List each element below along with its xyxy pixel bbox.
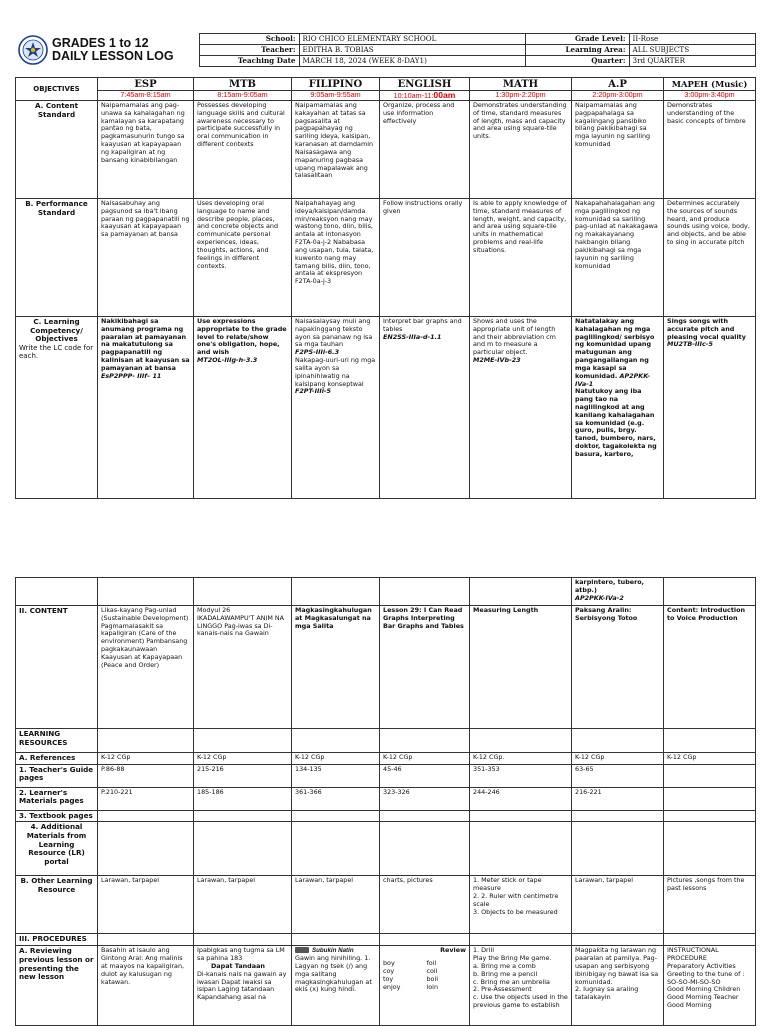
col-esp: ESP (98, 78, 194, 91)
cont-empty-fil (292, 578, 380, 606)
area-value: ALL SUBJECTS (629, 45, 755, 56)
content2-ap: Paksang Aralin: Serbisyong Totoo (572, 606, 664, 729)
competency-ap-text-2: Natutukoy ang iba pang tao na naglilingkod at ang kanilang kahalagahan sa komunidad (e.g. guro, pulis, brgy. tanod, bumbero, nars, doktor, tagakolekta ng basura, kartero, (575, 387, 657, 458)
competency-mapeh (664, 317, 756, 499)
content2-filipino: Magkasingkahulugan at Magkasalungat na mga Salita (292, 606, 380, 729)
competency-math-text: Shows and uses the appropriate unit of length and their abbreviation cm and m to measure a particular object. (473, 317, 556, 357)
cont-empty-label (16, 578, 98, 606)
content2-mapeh: Content: Introduction to Voice Production (664, 606, 756, 729)
review-mtb-2: Dapat Tandaan (211, 961, 265, 970)
content2-math: Measuring Length (470, 606, 572, 729)
objectives-header: OBJECTIVES (16, 78, 98, 101)
performance-math: Is able to apply knowledge of time, standard measures of length, weight, and capacity, and area using square-tile units in mathematical problems and real-life situations. (470, 199, 572, 317)
time-ap: 2:20pm-3:00pm (572, 91, 664, 101)
tb-1 (98, 810, 194, 822)
content-ap: Naipamamalas ang pagpapahalaga sa kagalingang pansibiko bilang pakikibahagi sa mga layunin ng sariling komunidad (572, 101, 664, 199)
time-mtb: 8:15am-9:05am (194, 91, 292, 101)
review-word: toy (383, 974, 394, 983)
pr-6 (572, 934, 664, 946)
time-esp: 7:45am-8:15am (98, 91, 194, 101)
review-mtb-3: Di-kanais nais na gawain ay iwasan Dapat iwaksi sa isipan Laging tatandaan Kapandahang asal na (197, 969, 287, 1002)
tb-6 (572, 810, 664, 822)
quarter-value: 3rd QUARTER (629, 56, 755, 67)
tb-5 (470, 810, 572, 822)
competency-filipino (292, 317, 380, 499)
performance-esp: Naisasabuhay ang pagsunod sa iba't ibang paraan ng pagpapanatili ng kaayusan at kapayapaan sa pamayanan at bansa (98, 199, 194, 317)
ref-mtb: K-12 CGp (194, 753, 292, 765)
competency-fil-text-2: Nakapag-uuri-uri ng mga salita ayon sa ipinahihiwatig na kaisipang konseptwal (295, 356, 376, 388)
tg-english: 45-46 (380, 764, 470, 787)
time-english-b: 00am (433, 90, 456, 100)
col-filipino: FILIPINO (292, 78, 380, 91)
school-value: RIO CHICO ELEMENTARY SCHOOL (299, 34, 525, 45)
cont-empty-eng (380, 578, 470, 606)
time-english (380, 91, 470, 101)
textbook-label: 3. Textbook pages (16, 810, 98, 822)
ref-esp: K-12 CGp (98, 753, 194, 765)
deped-seal-icon (18, 35, 48, 65)
competency-ap-continued (572, 578, 664, 606)
additional-materials-label: 4. Additional Materials from Learning Resource (LR) portal (16, 822, 98, 876)
tg-esp: P.86-88 (98, 764, 194, 787)
book-icon (295, 947, 309, 953)
lr-empty-2 (194, 729, 292, 753)
performance-filipino-code: F2TA-0a-j-3 (295, 277, 332, 286)
review-word: enjoy (383, 982, 401, 991)
other-ap: Larawan, tarpapel (572, 876, 664, 934)
other-math: 1. Meter stick or tape measure 2. 2. Ruler with centimetre scale 3. Objects to be measured (470, 876, 572, 934)
time-math: 1:30pm-2:20pm (470, 91, 572, 101)
pr-3 (292, 934, 380, 946)
competency-fil-text-1: Naisasalaysay muli ang napakinggang teksto ayon sa pananaw ng isa sa mga tauhan (295, 317, 373, 349)
area-label: Learning Area: (525, 45, 629, 56)
col-mtb: MTB (194, 78, 292, 91)
am-6 (572, 822, 664, 876)
tg-ap: 63-65 (572, 764, 664, 787)
lm-math: 244-246 (470, 787, 572, 810)
review-fil-sub: Subukin Natin (312, 947, 354, 955)
lm-filipino: 361-366 (292, 787, 380, 810)
cont-empty-mapeh (664, 578, 756, 606)
review-eng-words (383, 960, 466, 991)
review-filipino (292, 946, 380, 1026)
other-mapeh: Pictures ,songs from the past lessons (664, 876, 756, 934)
tg-math: 351-353 (470, 764, 572, 787)
review-english (380, 946, 470, 1026)
competency-fil-code-1: F2PS-IIIi-6.3 (295, 348, 340, 357)
cont-empty-esp (98, 578, 194, 606)
tg-mtb: 215-216 (194, 764, 292, 787)
competency-label: C. Learning Competency/ Objectives (30, 317, 83, 344)
content2-esp: Likas-kayang Pag-unlad (Sustainable Development) Pagmamalasakit sa kapaligiran (Care of the environment) Pambansang pagkakaunawaan Kaayusan at Kapayapaan (Peace and Order) (98, 606, 194, 729)
lm-english: 323-326 (380, 787, 470, 810)
procedures-label: III. PROCEDURES (16, 934, 98, 946)
content2-english: Lesson 29: I Can Read Graphs Interpreting Bar Graphs and Tables (380, 606, 470, 729)
other-esp: Larawan, tarpapel (98, 876, 194, 934)
content-mapeh: Demonstrates understanding of the basic concepts of timbre (664, 101, 756, 199)
other-filipino: Larawan, tarpapel (292, 876, 380, 934)
lr-empty-4 (380, 729, 470, 753)
tb-4 (380, 810, 470, 822)
pr-4 (380, 934, 470, 946)
school-label: School: (199, 34, 299, 45)
competency-math (470, 317, 572, 499)
content2-mtb: Modyul 26 IKADALAWAMPU'T ANIM NA LINGGO Pag-iwas sa Di-kanais-nais na Gawain (194, 606, 292, 729)
review-label: A. Reviewing previous lesson or presenting the new lesson (16, 946, 98, 1026)
review-mapeh: INSTRUCTIONAL PROCEDURE Preparatory Activities Greeting to the tune of : SO-SO-MI-SO-SO Good Morning Children Good Morning Teacher Good Morning (664, 946, 756, 1026)
review-fil-text: Gawin ang hinihiling. 1. Lagyan ng tsek (/) ang mga salitang magkasingkahulugan at ekis (x) kung hindi. (295, 954, 372, 994)
other-mtb: Larawan, tarpapel (194, 876, 292, 934)
learners-materials-label: 2. Learner's Materials pages (16, 787, 98, 810)
review-eng-title: Review (440, 946, 466, 955)
pr-7 (664, 934, 756, 946)
performance-ap: Nakapahahalagahan ang mga paglilingkod ng komunidad sa sariling pag-unlad at nakakagawa ng makakayanang hakbangin bilang pakikibahagi sa mga layunin ng sariling komunidad (572, 199, 664, 317)
lesson-table-bottom (15, 577, 755, 1026)
content-mtb: Possesses developing language skills and cultural awareness necessary to participate successfully in oral communication in different contexts (194, 101, 292, 199)
ref-english: K-12 CGp (380, 753, 470, 765)
date-value: MARCH 18, 2024 (WEEK 8-DAY1) (299, 56, 525, 67)
performance-mapeh: Determines accurately the sources of sounds heard, and produce sounds using voice, body, and objects, and be able to sing in accurate pitch (664, 199, 756, 317)
competency-fil-code-2: F2PT-IIIi-5 (295, 387, 331, 396)
review-esp: Basahin at isaulo ang Gintong Aral: Ang malinis at maayos na kapaligiran, dulot ay kalusugan ng katawan. (98, 946, 194, 1026)
ap-cont-code: AP2PKK-IVa-2 (575, 593, 624, 602)
competency-mtb-code: MT2OL-IIIg-h-3.3 (197, 356, 258, 365)
review-ap: Magpakita ng larawan ng paaralan at pamilya. Pag-usapan ang serbisyong ibinibigay ng bawat isa sa komunidad. 2. Iugnay sa araling tatalakayin (572, 946, 664, 1026)
tg-filipino: 134-135 (292, 764, 380, 787)
quarter-label: Quarter: (525, 56, 629, 67)
competency-esp-code: EsP2PPP- IIIf– 11 (101, 371, 162, 380)
teacher-label: Teacher: (199, 45, 299, 56)
pr-5 (470, 934, 572, 946)
competency-mtb-text: Use expressions appropriate to the grade level to relate/show one's obligation, hope, and wish (197, 317, 287, 357)
pr-1 (98, 934, 194, 946)
competency-ap-text-1: Natatalakay ang kahalagahan ng mga paglilingkod/ serbisyo ng komunidad upang matugunan ang pangangailangan ng mga kasapi sa komunidad. (575, 317, 655, 380)
title-line-2: DAILY LESSON LOG (52, 49, 174, 63)
col-ap: A.P (572, 78, 664, 91)
review-word: boy (383, 959, 395, 968)
content-english: Organize, process and use information effectively (380, 101, 470, 199)
am-3 (292, 822, 380, 876)
content-esp: Naipamamalas ang pag-unawa sa kahalagahan ng kamalayan sa karapatang pantao ng bata, pagkamasunurin tungo sa kaayusan at kapayapaan ng kapaligiran at ng bansang kinabibilangan (98, 101, 194, 199)
review-mtb (194, 946, 292, 1026)
grade-value: II-Rose (629, 34, 755, 45)
lr-empty-3 (292, 729, 380, 753)
cont-empty-mtb (194, 578, 292, 606)
lr-empty-6 (572, 729, 664, 753)
lm-mapeh (664, 787, 756, 810)
competency-english (380, 317, 470, 499)
competency-music-code: MU2TB-IIIc-5 (667, 340, 713, 349)
competency-esp-text: Nakikibahagi sa anumang programa ng paaralan at pamayanan na makatutulong sa pagpapanatili ng kalinisan at kaayusan sa pamayanan at bansa (101, 317, 190, 372)
learning-resources-label: LEARNING RESOURCES (16, 729, 98, 753)
am-7 (664, 822, 756, 876)
performance-mtb: Uses developing oral language to name and describe people, places, and concrete objects and communicate personal experiences, ideas, thoughts, actions, and feelings in different contexts. (194, 199, 292, 317)
lr-empty-7 (664, 729, 756, 753)
time-mapeh: 3:00pm-3:40pm (664, 91, 756, 101)
teachers-guide-label: 1. Teacher's Guide pages (16, 764, 98, 787)
lr-empty-1 (98, 729, 194, 753)
review-word: coil (426, 966, 438, 975)
lesson-table-top (15, 77, 755, 499)
content-filipino: Naipamamalas ang kakayahan at tatas sa pagsasalita at pagpapahayag ng sariling ideya, kaisipan, karanasan at damdamin Naisasagawa ang mapanuring pagbasa upang mapalawak ang talasalitaan (292, 101, 380, 199)
am-1 (98, 822, 194, 876)
competency-label-cell (16, 317, 98, 499)
col-math: MATH (470, 78, 572, 91)
pr-2 (194, 934, 292, 946)
cont-empty-math (470, 578, 572, 606)
competency-ap-code-1: AP2PKK-IVa-1 (575, 371, 651, 388)
time-filipino: 9:05am-9:55am (292, 91, 380, 101)
competency-eng-text: Interpret bar graphs and tables (383, 317, 462, 333)
lm-mtb: 185-186 (194, 787, 292, 810)
header-brand (18, 35, 196, 65)
lm-esp: P.210-221 (98, 787, 194, 810)
review-word: boil (426, 974, 439, 983)
header (15, 33, 755, 67)
col-mapeh: MAPEH (Music) (664, 78, 756, 91)
ref-filipino: K-12 CGp (292, 753, 380, 765)
performance-filipino-text: Naipahahayag ang ideya/kaisipan/damda min/reaksyon nang may wastong tono, diin, bilis, antala at intonasyon F2TA-0a-j-2 Nababasa ang usapan, tula, talata, kuwento nang may tamang bilis, diin, tono, antala at ekspresyon (295, 199, 374, 278)
lm-ap: 216-221 (572, 787, 664, 810)
am-2 (194, 822, 292, 876)
ref-mapeh: K-12 CGp (664, 753, 756, 765)
am-5 (470, 822, 572, 876)
tg-mapeh (664, 764, 756, 787)
competency-sub-label: Write the LC code for each. (19, 343, 94, 361)
content-standard-label: A. Content Standard (16, 101, 98, 199)
col-english: ENGLISH (380, 78, 470, 91)
lr-empty-5 (470, 729, 572, 753)
competency-mtb (194, 317, 292, 499)
competency-music-text: Sings songs with accurate pitch and pleasing vocal quality (667, 317, 746, 341)
tb-2 (194, 810, 292, 822)
ref-math: K-12 CGp. (470, 753, 572, 765)
time-english-a: 10:10am-11: (393, 91, 434, 100)
tb-3 (292, 810, 380, 822)
review-math: 1. Drill Play the Bring Me game. a. Bring me a comb b. Bring me a pencil c. Bring me an umbrella 2. Pre-Assessment c. Use the objects used in the previous game to establish (470, 946, 572, 1026)
am-4 (380, 822, 470, 876)
title-line-1: GRADES 1 to 12 (52, 36, 149, 50)
competency-eng-code: EN2SS-IIIa-d-1.1 (383, 332, 442, 341)
ap-cont-text: karpintero, tubero, atbp.) (575, 578, 645, 594)
competency-esp (98, 317, 194, 499)
performance-standard-label: B. Performance Standard (16, 199, 98, 317)
competency-math-code: M2ME-IVb-23 (473, 356, 521, 365)
other-resources-label: B. Other Learning Resource (16, 876, 98, 934)
review-word: loin (426, 982, 439, 991)
performance-filipino (292, 199, 380, 317)
review-mtb-1: Ipabigkas ang tugma sa LM sa pahina 183 (197, 946, 285, 963)
ref-ap: K-12 CGp (572, 753, 664, 765)
date-label: Teaching Date (199, 56, 299, 67)
teacher-value: EDITHA B. TOBIAS (299, 45, 525, 56)
performance-english: Follow instructions orally given (380, 199, 470, 317)
review-word: foil (426, 959, 437, 968)
tb-7 (664, 810, 756, 822)
content-section-label: II. CONTENT (16, 606, 98, 729)
grade-label: Grade Level: (525, 34, 629, 45)
other-english: charts, pictures (380, 876, 470, 934)
competency-ap (572, 317, 664, 499)
references-label: A. References (16, 753, 98, 765)
content-math: Demonstrates understanding of time, standard measures of length, mass and capacity and area using square-tile units. (470, 101, 572, 199)
review-word: coy (383, 966, 395, 975)
